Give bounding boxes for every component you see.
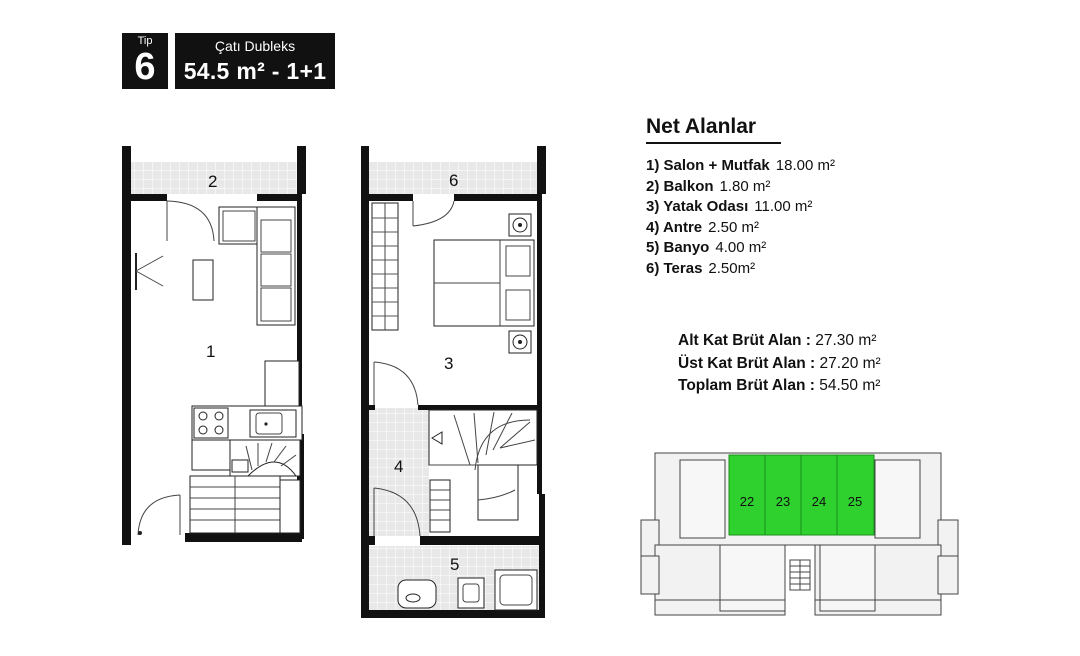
room-name: 2) Balkon <box>646 177 714 195</box>
gross-areas <box>678 330 881 398</box>
room-area: 4.00 m² <box>715 239 767 256</box>
list-item <box>646 156 835 177</box>
room-area: 18.00 m² <box>775 157 835 174</box>
room-6-label: 6 <box>449 171 459 190</box>
room-area: 2.50 m² <box>708 218 759 236</box>
unit-25-label: 25 <box>847 494 863 509</box>
room-name: 1) Salon + Mutfak <box>646 157 770 174</box>
unit-type-area: 54.5 m² - 1+1 <box>183 58 327 84</box>
room-area: 1.80 m² <box>719 177 771 195</box>
list-item <box>646 197 835 218</box>
gross-area-row <box>678 353 881 376</box>
room-area: 2.50m² <box>708 259 756 277</box>
list-item <box>646 259 835 280</box>
list-item <box>646 238 835 259</box>
gross-area-label: Üst Kat Brüt Alan : <box>678 354 816 372</box>
tip-label: Tip <box>137 35 153 47</box>
list-item <box>646 218 835 239</box>
room-4-label: 4 <box>394 457 404 476</box>
unit-24-label: 24 <box>811 494 827 509</box>
room-3-label: 3 <box>444 354 454 373</box>
upper-floor-plan <box>361 146 546 618</box>
gross-area-value: 27.30 m² <box>815 332 877 349</box>
gross-area-label: Toplam Brüt Alan : <box>678 377 815 394</box>
room-name: 4) Antre <box>646 218 703 236</box>
unit-23-label: 23 <box>775 494 791 509</box>
room-5-label: 5 <box>450 555 460 574</box>
tip-number: 6 <box>134 46 156 88</box>
room-1-label: 1 <box>206 342 216 361</box>
room-name: 5) Banyo <box>646 239 710 256</box>
net-areas-title: Net Alanlar <box>646 115 757 138</box>
gross-area-row <box>678 330 881 353</box>
gross-area-value: 54.50 m² <box>819 377 881 394</box>
room-2-label: 2 <box>208 172 218 191</box>
highlighted-units <box>729 455 874 535</box>
lower-floor-plan <box>122 146 306 545</box>
gross-area-value: 27.20 m² <box>819 354 881 372</box>
unit-22-label: 22 <box>739 494 755 509</box>
list-item <box>646 177 835 198</box>
room-name: 6) Teras <box>646 259 703 277</box>
gross-area-row <box>678 375 881 398</box>
room-name: 3) Yatak Odası <box>646 198 749 215</box>
gross-area-label: Alt Kat Brüt Alan : <box>678 332 811 349</box>
unit-type-name: Çatı Dubleks <box>214 38 296 54</box>
net-areas-list <box>646 156 835 279</box>
net-areas-underline <box>646 142 781 144</box>
room-area: 11.00 m² <box>754 198 813 215</box>
